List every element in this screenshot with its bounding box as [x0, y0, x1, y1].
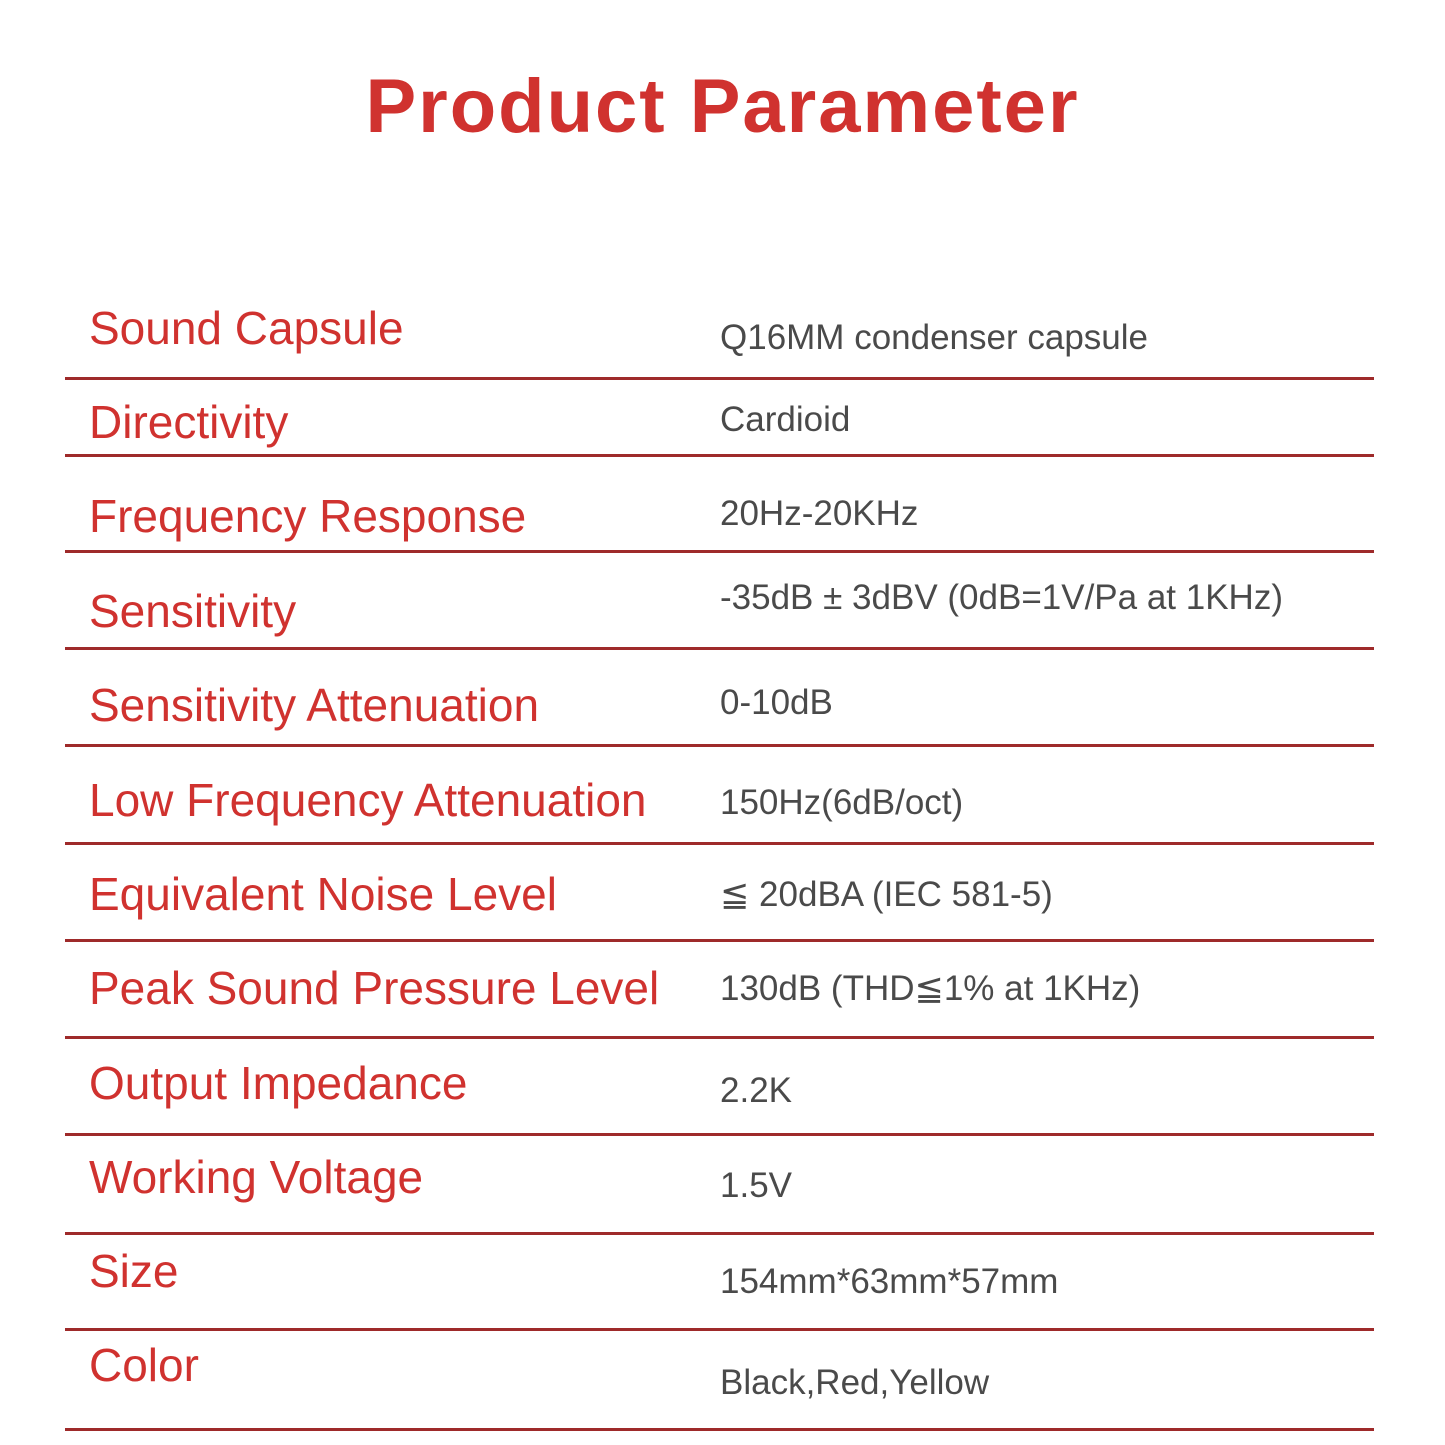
parameter-table [65, 0, 1374, 1445]
parameter-label: Sensitivity Attenuation [89, 679, 540, 731]
parameter-value: 154mm*63mm*57mm [720, 1262, 1059, 1301]
row-divider [65, 1133, 1374, 1136]
parameter-label: Peak Sound Pressure Level [89, 962, 660, 1014]
parameter-value: 1.5V [720, 1166, 792, 1205]
parameter-value: Black,Red,Yellow [720, 1363, 990, 1402]
parameter-label: Sensitivity [89, 585, 297, 637]
row-divider [65, 1232, 1374, 1235]
row-divider [65, 454, 1374, 457]
parameter-label: Working Voltage [89, 1151, 424, 1203]
parameter-label: Low Frequency Attenuation [89, 774, 647, 826]
row-divider [65, 1036, 1374, 1039]
parameter-value: -35dB ± 3dBV (0dB=1V/Pa at 1KHz) [720, 578, 1283, 617]
row-divider [65, 842, 1374, 845]
row-divider [65, 1428, 1374, 1431]
parameter-value: 2.2K [720, 1071, 792, 1110]
row-divider [65, 1328, 1374, 1331]
row-divider [65, 550, 1374, 553]
parameter-label: Directivity [89, 396, 289, 448]
parameter-value: Q16MM condenser capsule [720, 318, 1148, 357]
parameter-label: Frequency Response [89, 490, 527, 542]
row-divider [65, 939, 1374, 942]
parameter-value: 20Hz-20KHz [720, 494, 919, 533]
parameter-value: 130dB (THD≦1% at 1KHz) [720, 969, 1141, 1008]
row-divider [65, 647, 1374, 650]
parameter-label: Color [89, 1339, 199, 1391]
row-divider [65, 377, 1374, 380]
parameter-label: Size [89, 1245, 179, 1297]
parameter-value: 150Hz(6dB/oct) [720, 783, 964, 822]
row-divider [65, 744, 1374, 747]
parameter-label: Sound Capsule [89, 302, 404, 354]
parameter-value: 0-10dB [720, 683, 833, 722]
parameter-value: ≦ 20dBA (IEC 581-5) [720, 875, 1053, 914]
parameter-label: Output Impedance [89, 1057, 468, 1109]
page-title: Product Parameter [365, 64, 1080, 149]
parameter-value: Cardioid [720, 400, 851, 439]
parameter-label: Equivalent Noise Level [89, 868, 557, 920]
